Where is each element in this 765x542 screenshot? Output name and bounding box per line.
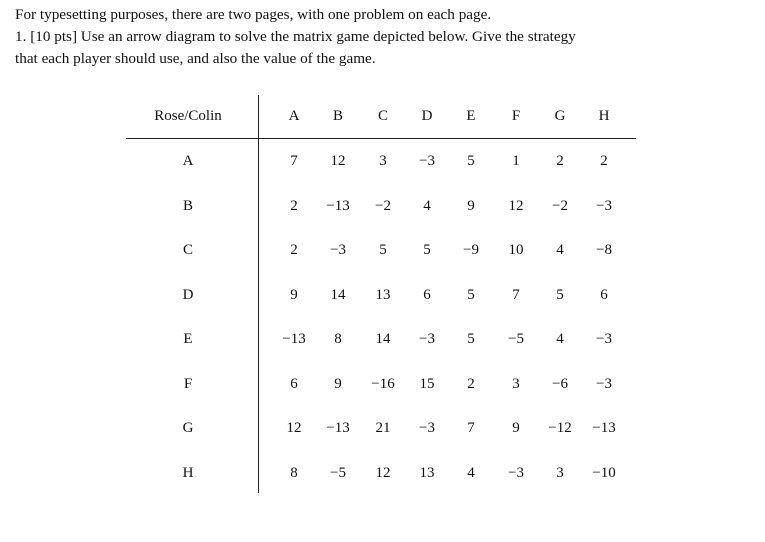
- matrix-cell: 8: [334, 331, 342, 347]
- matrix-cell: 5: [556, 286, 564, 303]
- matrix-cell: −13: [282, 331, 306, 347]
- matrix-cell: 3: [512, 375, 520, 392]
- matrix-cell: 9: [512, 420, 520, 436]
- matrix-cell: 3: [556, 464, 564, 481]
- matrix-cell: −12: [548, 420, 572, 436]
- column-header: H: [598, 108, 610, 124]
- row-label: B: [182, 197, 194, 214]
- matrix-cell: −3: [419, 153, 435, 169]
- matrix-cell: 6: [600, 286, 608, 303]
- matrix-cell: 2: [556, 153, 564, 169]
- matrix-cell: −3: [596, 375, 612, 392]
- matrix-cell: 2: [600, 153, 608, 169]
- matrix-cell: 6: [290, 375, 298, 392]
- matrix-cell: 14: [330, 286, 346, 303]
- intro-line-2: 1. [10 pts] Use an arrow diagram to solve the matrix game depicted below. Give the strategy: [15, 28, 576, 45]
- matrix-cell: 4: [556, 242, 564, 258]
- matrix-cell: −16: [371, 375, 395, 392]
- matrix-cell: 3: [379, 153, 387, 169]
- matrix-cell: 9: [467, 197, 475, 214]
- column-header: D: [421, 108, 433, 124]
- matrix-cell: 15: [419, 375, 435, 392]
- matrix-cell: −2: [375, 197, 391, 214]
- matrix-cell: −13: [326, 420, 350, 436]
- matrix-cell: 14: [375, 331, 391, 347]
- matrix-cell: 21: [375, 420, 391, 436]
- matrix-cell: 1: [512, 153, 520, 169]
- matrix-horizontal-rule: [126, 138, 636, 139]
- matrix-cell: −3: [419, 420, 435, 436]
- matrix-cell: 12: [508, 197, 524, 214]
- matrix-cell: 8: [290, 464, 298, 481]
- matrix-cell: −5: [330, 464, 346, 481]
- row-label: A: [182, 153, 194, 169]
- matrix-cell: −9: [463, 242, 479, 258]
- matrix-cell: −8: [596, 242, 612, 258]
- column-header: A: [288, 108, 300, 124]
- matrix-cell: 5: [467, 153, 475, 169]
- matrix-cell: −10: [592, 464, 616, 481]
- matrix-cell: 7: [467, 420, 475, 436]
- matrix-cell: 12: [330, 153, 346, 169]
- matrix-vertical-rule: [258, 95, 259, 493]
- row-label: C: [182, 242, 194, 258]
- matrix-cell: 5: [467, 331, 475, 347]
- matrix-cell: 5: [423, 242, 431, 258]
- matrix-cell: 12: [286, 420, 302, 436]
- matrix-cell: 7: [512, 286, 520, 303]
- column-header: F: [511, 108, 521, 124]
- matrix-cell: −13: [592, 420, 616, 436]
- payoff-matrix: [126, 95, 636, 493]
- matrix-cell: −3: [596, 331, 612, 347]
- column-header: C: [377, 108, 389, 124]
- matrix-cell: 2: [467, 375, 475, 392]
- corner-label: Rose/Colin: [154, 108, 222, 124]
- matrix-cell: 5: [467, 286, 475, 303]
- column-header: G: [554, 108, 566, 124]
- column-header: B: [332, 108, 344, 124]
- matrix-cell: −2: [552, 197, 568, 214]
- matrix-cell: −5: [508, 331, 524, 347]
- matrix-cell: 5: [379, 242, 387, 258]
- matrix-cell: −13: [326, 197, 350, 214]
- row-label: G: [182, 420, 194, 436]
- matrix-cell: −3: [508, 464, 524, 481]
- row-label: F: [183, 375, 193, 392]
- intro-line-3: that each player should use, and also the value of the game.: [15, 50, 376, 67]
- matrix-cell: 4: [467, 464, 475, 481]
- matrix-cell: 6: [423, 286, 431, 303]
- matrix-cell: −3: [596, 197, 612, 214]
- matrix-cell: 10: [508, 242, 524, 258]
- matrix-cell: 13: [419, 464, 435, 481]
- matrix-cell: −3: [419, 331, 435, 347]
- matrix-cell: 7: [290, 153, 298, 169]
- row-label: H: [182, 464, 194, 481]
- problem-text: [15, 4, 760, 70]
- matrix-cell: 9: [334, 375, 342, 392]
- matrix-cell: 2: [290, 242, 298, 258]
- matrix-cell: 12: [375, 464, 391, 481]
- matrix-cell: −3: [330, 242, 346, 258]
- row-label: D: [182, 286, 194, 303]
- row-label: E: [183, 331, 193, 347]
- matrix-cell: −6: [552, 375, 568, 392]
- matrix-cell: 2: [290, 197, 298, 214]
- matrix-cell: 9: [290, 286, 298, 303]
- intro-line-1: For typesetting purposes, there are two pages, with one problem on each page.: [15, 6, 492, 23]
- matrix-cell: 4: [423, 197, 431, 214]
- matrix-cell: 4: [556, 331, 564, 347]
- column-header: E: [466, 108, 476, 124]
- matrix-cell: 13: [375, 286, 391, 303]
